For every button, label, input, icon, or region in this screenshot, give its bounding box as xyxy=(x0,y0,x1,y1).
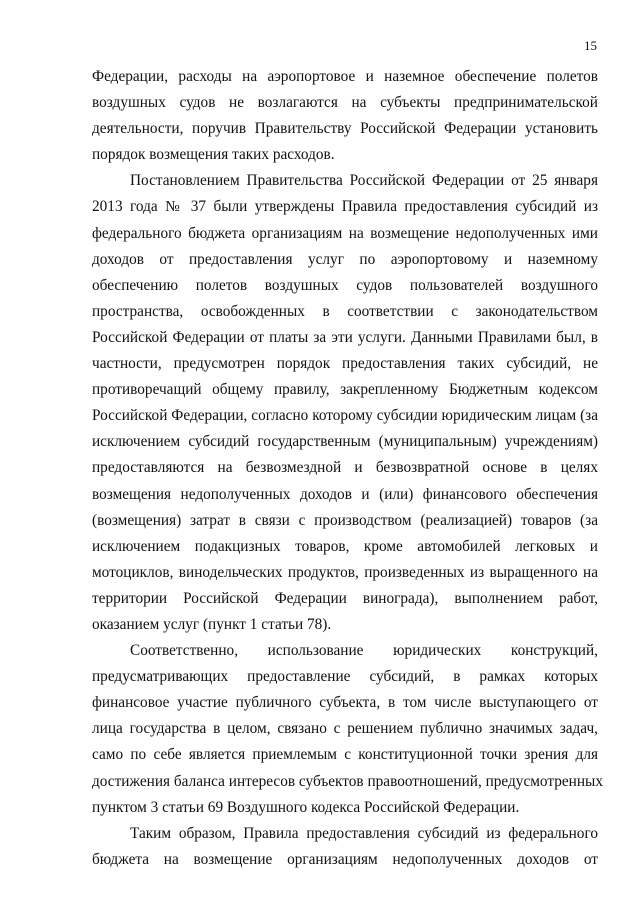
text-line: само по себе является приемлемым с конституционной точки зрения для xyxy=(92,746,598,764)
text-line: лица государства в целом, связано с решением публично значимых задач, xyxy=(92,720,598,738)
text-line: деятельности, поручив Правительству Российской Федерации установить xyxy=(92,120,598,138)
text-line: Российской Федерации, согласно которому субсидии юридическим лицам (за xyxy=(92,407,598,425)
text-line: предоставляются на безвозмездной и безвозвратной основе в целях xyxy=(92,459,598,477)
text-line: частности, предусмотрен порядок предоставления таких субсидий, не xyxy=(92,355,598,373)
text-line: оказанием услуг (пункт 1 статьи 78). xyxy=(92,615,332,633)
text-line: исключением субсидий государственным (муниципальным) учреждениям) xyxy=(92,433,598,451)
text-line: 2013 года № 37 были утверждены Правила предоставления субсидий из xyxy=(92,198,598,216)
paragraph xyxy=(92,64,598,168)
paragraph xyxy=(92,638,603,821)
text-line: Федерации, расходы на аэропортовое и наземное обеспечение полетов xyxy=(92,68,598,85)
text-line: пространства, освобожденных в соответствии с законодательством xyxy=(92,302,598,320)
text-line: финансовое участие публичного субъекта, в том числе выступающего от xyxy=(92,694,598,712)
text-line: обеспечению полетов воздушных судов пользователей воздушного xyxy=(92,276,598,294)
text-line: доходов от предоставления услуг по аэропортовому и наземному xyxy=(92,250,598,268)
text-line: Таким образом, Правила предоставления субсидий из федерального xyxy=(130,824,598,842)
text-line: воздушных судов не возлагаются на субъекты предпринимательской xyxy=(92,94,598,112)
text-line: мотоциклов, винодельческих продуктов, произведенных из выращенного на xyxy=(92,563,598,581)
text-line: территории Российской Федерации винограда), выполнением работ, xyxy=(92,589,598,607)
text-line: Соответственно, использование юридических конструкций, xyxy=(130,642,598,660)
document-body xyxy=(92,64,603,873)
page-number: 15 xyxy=(584,38,597,53)
text-line: предусматривающих предоставление субсидий, в рамках которых xyxy=(92,668,598,686)
paragraph xyxy=(92,168,598,638)
text-line: порядок возмещения таких расходов. xyxy=(92,146,335,164)
text-line: Российской Федерации от платы за эти услуги. Данными Правилами был, в xyxy=(92,328,598,346)
text-line: исключением подакцизных товаров, кроме автомобилей легковых и xyxy=(92,537,598,555)
text-line: пунктом 3 статьи 69 Воздушного кодекса Российской Федерации. xyxy=(92,798,520,816)
text-line: противоречащий общему правилу, закрепленному Бюджетным кодексом xyxy=(92,381,598,399)
text-line: (возмещения) затрат в связи с производством (реализацией) товаров (за xyxy=(92,511,598,529)
text-line: возмещения недополученных доходов и (или) финансового обеспечения xyxy=(92,485,598,503)
text-line: бюджета на возмещение организациям недополученных доходов от xyxy=(92,850,598,868)
paragraph xyxy=(92,821,598,873)
text-line: федерального бюджета организациям на возмещение недополученных ими xyxy=(92,224,598,242)
text-line: достижения баланса интересов субъектов правоотношений, предусмотренных xyxy=(92,772,603,790)
text-line: Постановлением Правительства Российской Федерации от 25 января xyxy=(130,172,598,190)
